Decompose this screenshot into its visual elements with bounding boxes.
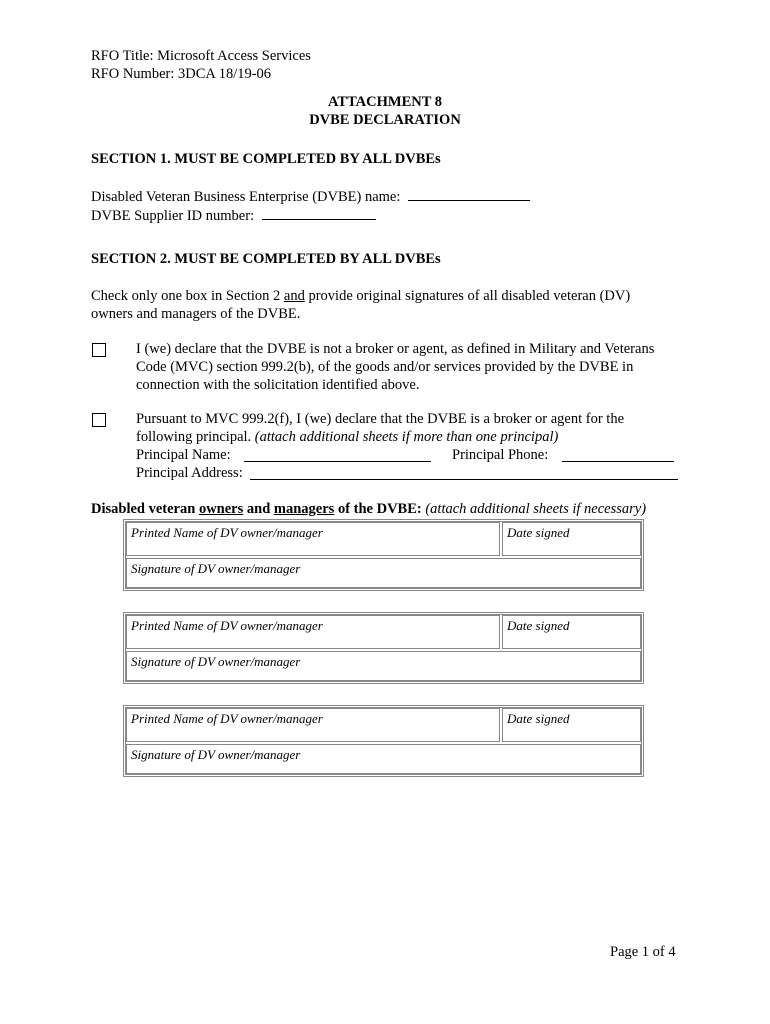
principal-name-label: Principal Name: (136, 447, 231, 463)
printed-name-label: Printed Name of DV owner/manager (131, 711, 323, 726)
supplier-id-row (91, 207, 376, 225)
dvbe-name-row (91, 188, 530, 206)
attachment-title: DVBE DECLARATION (309, 112, 461, 128)
principal-name-row (136, 446, 231, 464)
page-number: Page 1 of 4 (610, 944, 676, 960)
section1-heading: SECTION 1. MUST BE COMPLETED BY ALL DVBEs (91, 151, 441, 167)
section2-instructions-line2: owners and managers of the DVBE. (91, 306, 301, 322)
principal-phone-label: Principal Phone: (452, 447, 549, 463)
owners-word: owners (198, 501, 244, 517)
printed-name-field-3[interactable] (126, 708, 500, 742)
owners-heading-c: of the DVBE: (334, 501, 422, 517)
date-signed-field-2[interactable] (502, 615, 641, 649)
dvbe-name-field[interactable] (408, 188, 530, 201)
date-signed-field-3[interactable] (502, 708, 641, 742)
supplier-id-label: DVBE Supplier ID number: (91, 208, 255, 224)
rfo-title: RFO Title: Microsoft Access Services (91, 48, 311, 64)
broker-checkbox[interactable] (92, 413, 106, 427)
principal-address-label: Principal Address: (136, 465, 243, 481)
option1-line3: connection with the solicitation identified above. (136, 377, 420, 393)
option1-line1: I (we) declare that the DVBE is not a broker or agent, as defined in Military and Veterans (136, 341, 655, 357)
owners-heading-b: and (243, 501, 274, 517)
date-signed-label: Date signed (507, 711, 570, 726)
instr-text-a: Check only one box in Section 2 (91, 288, 284, 304)
printed-name-label: Printed Name of DV owner/manager (131, 618, 323, 633)
section2-heading: SECTION 2. MUST BE COMPLETED BY ALL DVBEs (91, 251, 441, 267)
principal-phone-field[interactable] (562, 449, 674, 462)
option2-line2-text: following principal. (136, 429, 255, 445)
date-signed-field-1[interactable] (502, 522, 641, 556)
printed-name-label: Printed Name of DV owner/manager (131, 525, 323, 540)
dvbe-name-label: Disabled Veteran Business Enterprise (DVBE) name: (91, 189, 401, 205)
instr-and: and (283, 288, 305, 304)
signature-field-1[interactable] (126, 558, 641, 588)
signature-block-3 (123, 705, 644, 777)
principal-name-field[interactable] (244, 449, 431, 462)
owners-heading-note: (attach additional sheets if necessary) (421, 501, 647, 517)
signature-field-2[interactable] (126, 651, 641, 681)
signature-label: Signature of DV owner/manager (131, 747, 301, 762)
option1-line2: Code (MVC) section 999.2(b), of the goods and/or services provided by the DVBE in (136, 359, 634, 375)
rfo-number: RFO Number: 3DCA 18/19-06 (91, 66, 272, 82)
section2-instructions (91, 287, 630, 305)
principal-address-field[interactable] (250, 467, 678, 480)
date-signed-label: Date signed (507, 618, 570, 633)
managers-word: managers (273, 501, 335, 517)
supplier-id-field[interactable] (262, 207, 376, 220)
signature-block-2 (123, 612, 644, 684)
option2-line2 (136, 428, 558, 446)
not-broker-checkbox[interactable] (92, 343, 106, 357)
signature-label: Signature of DV owner/manager (131, 654, 301, 669)
printed-name-field-2[interactable] (126, 615, 500, 649)
printed-name-field-1[interactable] (126, 522, 500, 556)
owners-heading-a: Disabled veteran (91, 501, 199, 517)
signature-field-3[interactable] (126, 744, 641, 774)
signature-block-1 (123, 519, 644, 591)
attachment-number: ATTACHMENT 8 (328, 94, 442, 110)
signature-label: Signature of DV owner/manager (131, 561, 301, 576)
date-signed-label: Date signed (507, 525, 570, 540)
option2-note: (attach additional sheets if more than one principal) (254, 429, 559, 445)
instr-text-b: provide original signatures of all disabled veteran (DV) (304, 288, 631, 304)
owners-heading (91, 500, 646, 518)
option2-line1: Pursuant to MVC 999.2(f), I (we) declare that the DVBE is a broker or agent for the (136, 411, 625, 427)
